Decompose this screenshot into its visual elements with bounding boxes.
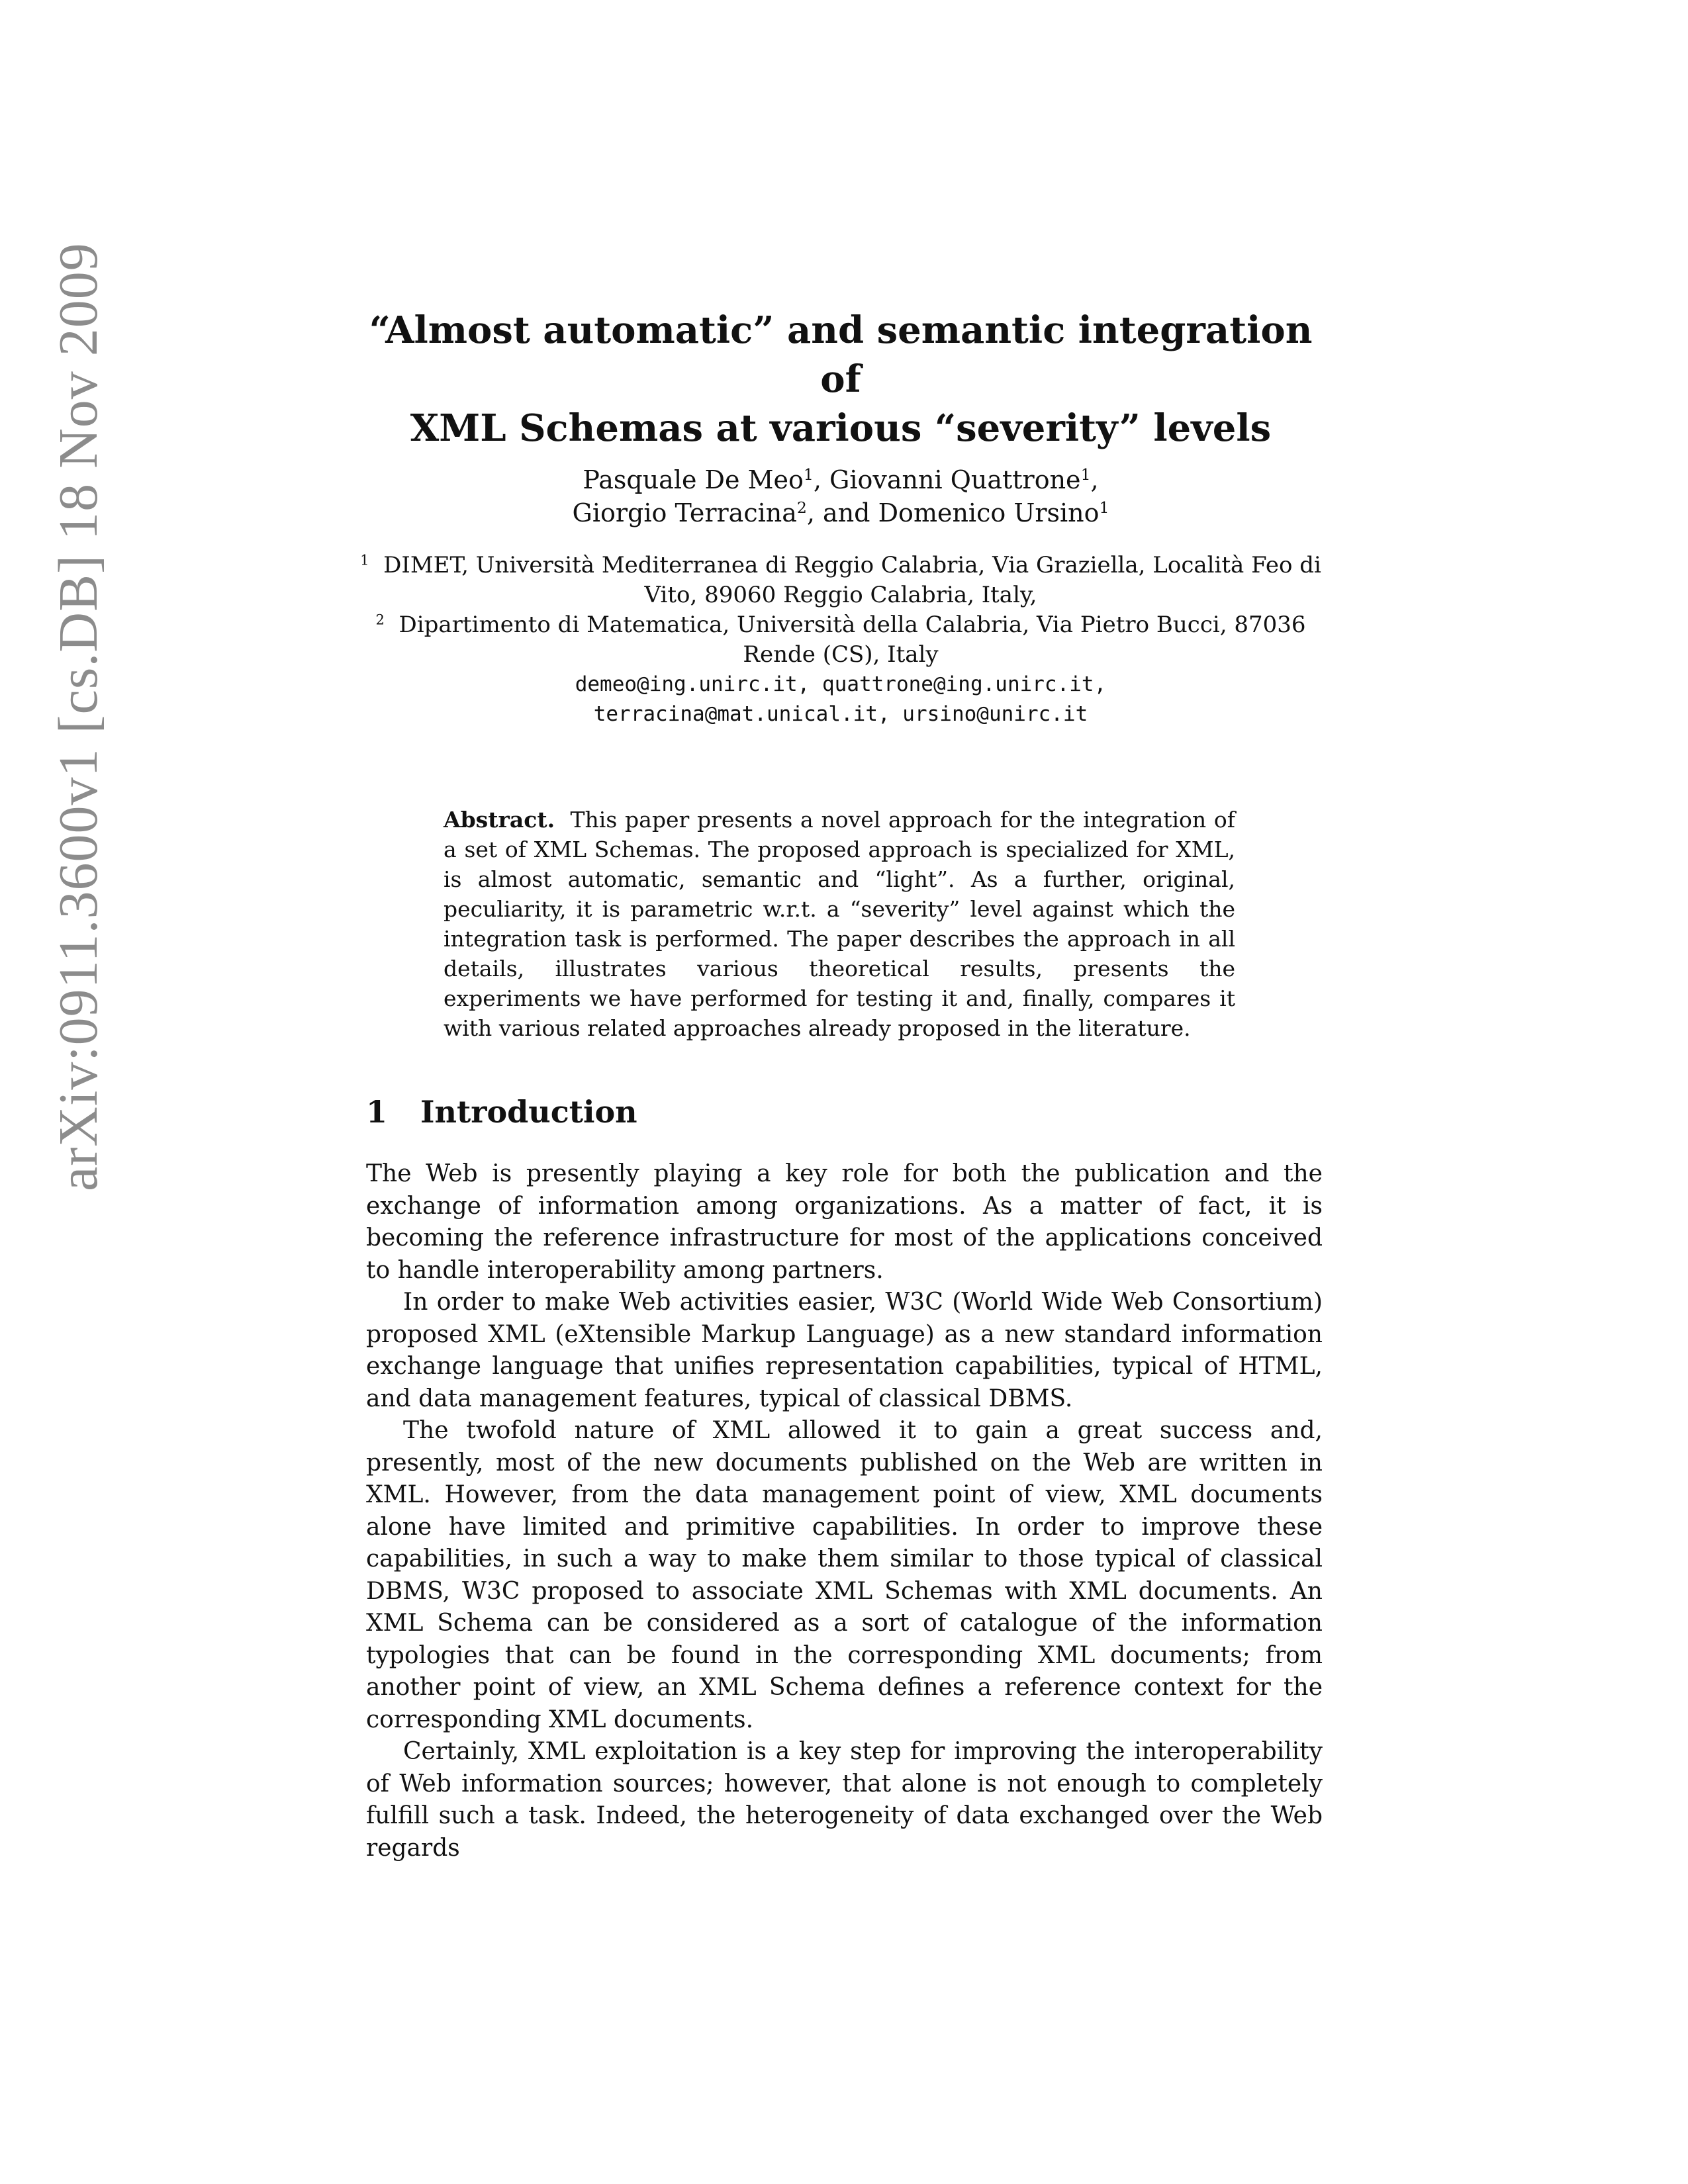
affiliation-2-line-1	[357, 610, 1324, 640]
affiliation-text: Dipartimento di Matematica, Università della Calabria, Via Pietro Bucci, 87036	[399, 612, 1306, 638]
author-separator: ,	[1090, 465, 1099, 494]
arxiv-stamp: arXiv:0911.3600v1 [cs.DB] 18 Nov 2009	[48, 242, 109, 1191]
title-line-1: “Almost automatic” and semantic integration of	[369, 308, 1313, 401]
author-separator: ,	[813, 465, 830, 494]
email-line-1: demeo@ing.unirc.it, quattrone@ing.unirc.it,	[575, 672, 1107, 696]
author-name: Pasquale De Meo	[583, 465, 804, 494]
affiliation-mark: 2	[375, 611, 385, 628]
affiliation-text: DIMET, Università Mediterranea di Reggio Calabria, Via Graziella, Località Feo di	[383, 552, 1321, 578]
affiliation-2-line-2: Rende (CS), Italy	[743, 641, 939, 668]
author-name: Domenico Ursino	[878, 498, 1100, 527]
paragraph: The Web is presently playing a key role for both the publication and the exchange of information among organizations. As a matter of fact, it is becoming the reference infrastructure for most of the applications conceived to handle interoperability among partners.	[366, 1160, 1323, 1284]
author-separator: , and	[806, 498, 878, 527]
section-title: Introduction	[420, 1094, 637, 1130]
affiliation-mark: 1	[360, 551, 369, 569]
author-name: Giovanni Quattrone	[829, 465, 1081, 494]
paragraph: In order to make Web activities easier, W3C (World Wide Web Consortium) proposed XML (eXtensible Markup Language) as a new standard information exchange language that unifies representation capabilities, typical of HTML, and data management features, typical of classical DBMS.	[366, 1289, 1323, 1412]
section-heading	[366, 1092, 637, 1132]
author-name: Giorgio Terracina	[572, 498, 797, 527]
section-number: 1	[366, 1094, 388, 1130]
email-line-2: terracina@mat.unical.it, ursino@unirc.it	[593, 702, 1088, 726]
author-line-2	[357, 496, 1324, 529]
introduction-body	[366, 1158, 1323, 1864]
affiliation-1-line-2: Vito, 89060 Reggio Calabria, Italy,	[644, 582, 1037, 608]
paper-title	[357, 306, 1324, 453]
affiliations	[357, 551, 1324, 670]
paragraph: The twofold nature of XML allowed it to gain a great success and, presently, most of the new documents published on the Web are written in XML. However, from the data management point of view, XML documents alone have limited and primitive capabilities. In order to improve these capabilities, in such a way to make them similar to those typical of classical DBMS, W3C proposed to associate XML Schemas with XML documents. An XML Schema can be considered as a sort of catalogue of the information typologies that can be found in the corresponding XML documents; from another point of view, an XML Schema defines a reference context for the corresponding XML documents.	[366, 1417, 1323, 1733]
affiliation-1-line-1	[357, 551, 1324, 580]
abstract	[444, 805, 1235, 1043]
author-line-1	[357, 463, 1324, 496]
author-affiliation-mark: 1	[803, 465, 814, 484]
author-list	[357, 463, 1324, 529]
abstract-label: Abstract.	[444, 807, 555, 833]
author-emails	[357, 670, 1324, 729]
paragraph: Certainly, XML exploitation is a key step for improving the interoperability of Web information sources; however, that alone is not enough to completely fulfill such a task. Indeed, the heterogeneity of data exchanged over the Web regards	[366, 1738, 1323, 1862]
title-line-2: XML Schemas at various “severity” levels	[410, 406, 1272, 450]
author-affiliation-mark: 1	[1099, 498, 1109, 518]
author-affiliation-mark: 2	[796, 498, 807, 518]
abstract-text: This paper presents a novel approach for the integration of a set of XML Schemas. The proposed approach is specialized for XML, is almost automatic, semantic and “light”. As a further, original, peculiarity, it is parametric w.r.t. a “severity” level against which the integration task is performed. The paper describes the approach in all details, illustrates various theoretical results, presents the experiments we have performed for testing it and, finally, compares it with various related approaches already proposed in the literature.	[444, 807, 1235, 1041]
author-affiliation-mark: 1	[1080, 465, 1091, 484]
